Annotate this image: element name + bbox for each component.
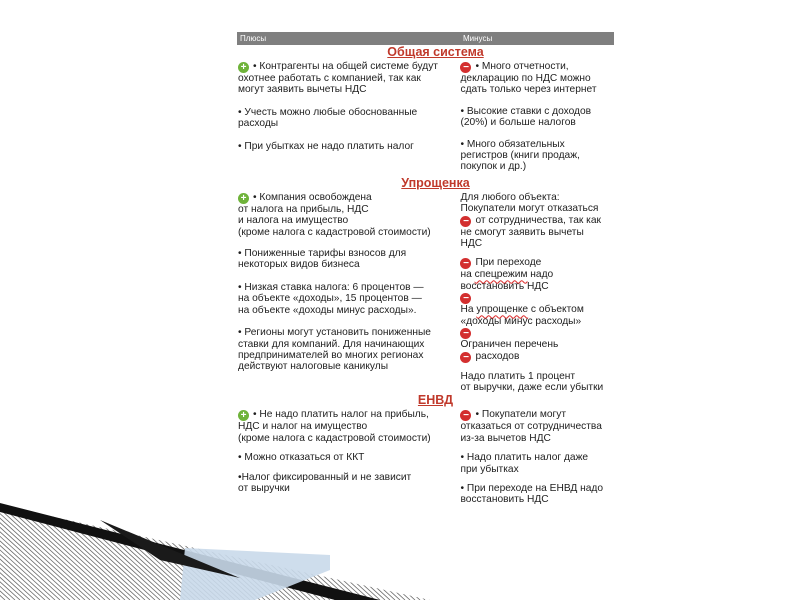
list-item: • Регионы могут установить пониженные ставки для компаний. Для начинающих предпринимателей во многих регионах действуют налоговые каникулы	[238, 327, 431, 373]
list-item: • Высокие ставки с доходов (20%) и больше налогов	[460, 105, 592, 129]
stripe-line	[415, 500, 525, 600]
section-simplified	[237, 192, 614, 393]
stripe-line	[45, 500, 155, 600]
pros-column	[237, 192, 455, 393]
stripe-line	[395, 500, 505, 600]
cons-header: Минусы	[463, 34, 493, 43]
stripe-line	[305, 500, 415, 600]
stripe-line	[315, 500, 425, 600]
section-title-simplified: Упрощенка	[401, 175, 470, 190]
stripe-line	[50, 500, 160, 600]
pros-header: Плюсы	[240, 34, 267, 43]
list-item: • Много обязательных регистров (книги продаж, покупок и др.)	[460, 138, 580, 173]
cons-column	[455, 61, 614, 180]
stripe-line	[370, 500, 480, 600]
stripe-line	[385, 500, 495, 600]
stripe-line	[335, 500, 445, 600]
stripe-line	[320, 500, 430, 600]
list-item: − • Покупатели могут отказаться от сотрудничества из-за вычетов НДС	[460, 409, 602, 444]
stripe-line	[400, 500, 510, 600]
list-item: • Учесть можно любые обоснованные расходы	[238, 106, 418, 130]
stripe-line	[345, 500, 455, 600]
minus-icon: −	[460, 62, 471, 73]
list-item: • Пониженные тарифы взносов для некоторых видов бизнеса	[238, 248, 407, 271]
stripe-line	[325, 500, 435, 600]
minus-icon: −	[460, 352, 471, 363]
pros-column	[237, 61, 455, 180]
cons-column: Для любого объекта: Покупатели могут отказаться − от сотрудничества, так как не смогут заявить вычеты НДС − При переходе на спецрежим надо восстановить НДС − На упрощенке с объектом «доходы минус расходы» − Ограничен перечень − расходов Надо платить 1 процент от выручки, даже если убытки	[460, 191, 604, 393]
list-item: • При переходе на ЕНВД надо восстановить НДС	[460, 482, 604, 506]
stripe-line	[380, 500, 490, 600]
stripe-line	[405, 500, 515, 600]
section-envd	[237, 409, 614, 512]
stripe-line	[0, 500, 5, 600]
minus-icon: −	[460, 216, 471, 227]
stripe-line	[390, 500, 500, 600]
stripe-line	[350, 500, 460, 600]
stripe-line	[360, 500, 470, 600]
list-item: + • Контрагенты на общей системе будут охотнее работать с компанией, так как могут заявить вычеты НДС	[238, 61, 438, 96]
minus-icon: −	[460, 328, 471, 339]
list-item: + • Не надо платить налог на прибыль, НДС и налог на имущество (кроме налога с кадастровой стоимости)	[238, 409, 431, 444]
list-item: • При убытках не надо платить налог	[238, 140, 414, 152]
section-general	[237, 61, 614, 180]
plus-icon: +	[238, 410, 249, 421]
minus-icon: −	[460, 410, 471, 421]
stripe-line	[340, 500, 450, 600]
stripe-line	[355, 500, 465, 600]
stripe-line	[310, 500, 420, 600]
list-item: • Можно отказаться от ККТ	[238, 452, 365, 464]
stripe-line	[435, 500, 545, 600]
plus-icon: +	[238, 62, 249, 73]
stripe-line	[330, 500, 440, 600]
stripe-line	[420, 500, 530, 600]
comparison-document	[237, 32, 614, 513]
list-item: • Низкая ставка налога: 6 процентов — на объекте «доходы», 15 процентов — на объекте «доходы минус расходы».	[238, 281, 424, 316]
stripe-line	[365, 500, 475, 600]
list-item: + • Компания освобождена от налога на прибыль, НДС и налога на имущество (кроме налога с кадастровой стоимости)	[238, 191, 431, 238]
stripe-line	[445, 500, 555, 600]
table-header	[237, 32, 614, 45]
stripe-line	[430, 500, 540, 600]
list-item: − • Много отчетности, декларацию по НДС можно сдать только через интернет	[460, 61, 597, 96]
stripe-line	[40, 500, 150, 600]
section-title-general: Общая система	[387, 45, 484, 59]
list-item: • Надо платить налог даже при убытках	[460, 452, 589, 475]
stripe-line	[375, 500, 485, 600]
pros-column	[237, 409, 455, 512]
stripe-line	[425, 500, 535, 600]
stripe-line	[35, 500, 145, 600]
stripe-line	[410, 500, 520, 600]
section-title-envd: ЕНВД	[417, 393, 454, 408]
minus-icon: −	[460, 258, 471, 269]
stripe-line	[440, 500, 550, 600]
cons-column	[455, 409, 614, 512]
plus-icon: +	[238, 193, 249, 204]
list-item: •Налог фиксированный и не зависит от выручки	[238, 471, 412, 494]
minus-icon: −	[460, 293, 471, 304]
